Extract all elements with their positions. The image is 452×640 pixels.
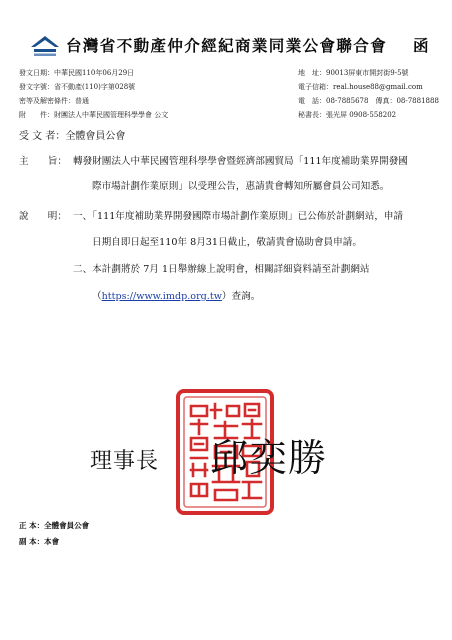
explanation-item-1-line-1: 一、「111年度補助業界開發國際市場計劃作業原則」已公佈於計劃網站，申請 xyxy=(73,211,404,222)
subject-label: 主 旨： xyxy=(19,156,67,167)
association-logo-icon xyxy=(30,35,60,57)
explanation-label: 說 明： xyxy=(19,211,67,222)
document-title: 台灣省不動產仲介經紀商業同業公會聯合會 xyxy=(66,36,388,55)
explanation-item-1-line-2: 日期自即日起至110年 8月31日截止，敬請貴會協助會員申請。 xyxy=(92,237,362,248)
signature-title: 理事長 xyxy=(90,449,160,474)
recipient-value: 全體會員公會 xyxy=(65,131,126,142)
meta-secretary: 秘書長：張光屏 0908-558202 xyxy=(298,111,397,119)
explanation-item-2-line-1: 二、本計劃將於 7月 1日舉辦線上說明會，相關詳細資料請至計劃網站 xyxy=(73,264,370,275)
meta-issue-date: 發文日期：中華民國110年06月29日 xyxy=(19,69,135,77)
document-type: 函 xyxy=(413,36,429,55)
subject-line-2: 際市場計劃作業原則」以受理公告，惠請貴會轉知所屬會員公司知悉。 xyxy=(92,181,390,192)
meta-doc-number: 發文字號：省不動產(110)字第028號 xyxy=(19,83,136,91)
explanation-item-2-line-2: （https://www.imdp.org.tw）查詢。 xyxy=(92,291,261,302)
recipient-line xyxy=(19,127,125,142)
footer-main-recipient: 正 本：全體會員公會 xyxy=(19,521,90,530)
recipient-label: 受 文 者： xyxy=(19,131,66,142)
subject-line-1: 轉發財團法人中華民國管理科學學會暨經濟部國貿局「111年度補助業界開發國 xyxy=(73,156,408,167)
signature-name: 邱奕勝 xyxy=(210,436,328,480)
meta-security-level: 密等及解密條件：普通 xyxy=(19,97,89,105)
meta-phone: 電 話：08-7885678 傳真：08-7881888 xyxy=(298,97,439,105)
meta-attachment: 附 件：財團法人中華民國管理科學學會 公文 xyxy=(19,111,169,119)
footer-copy: 副 本：本會 xyxy=(19,537,60,546)
meta-address: 地 址：90013屏東市開封街9-5號 xyxy=(298,69,409,77)
project-website-link[interactable]: https://www.imdp.org.tw xyxy=(101,291,222,302)
meta-left-block xyxy=(19,66,168,122)
meta-right-block xyxy=(298,66,439,122)
meta-email: 電子信箱：real.house88@gmail.com xyxy=(298,83,423,91)
